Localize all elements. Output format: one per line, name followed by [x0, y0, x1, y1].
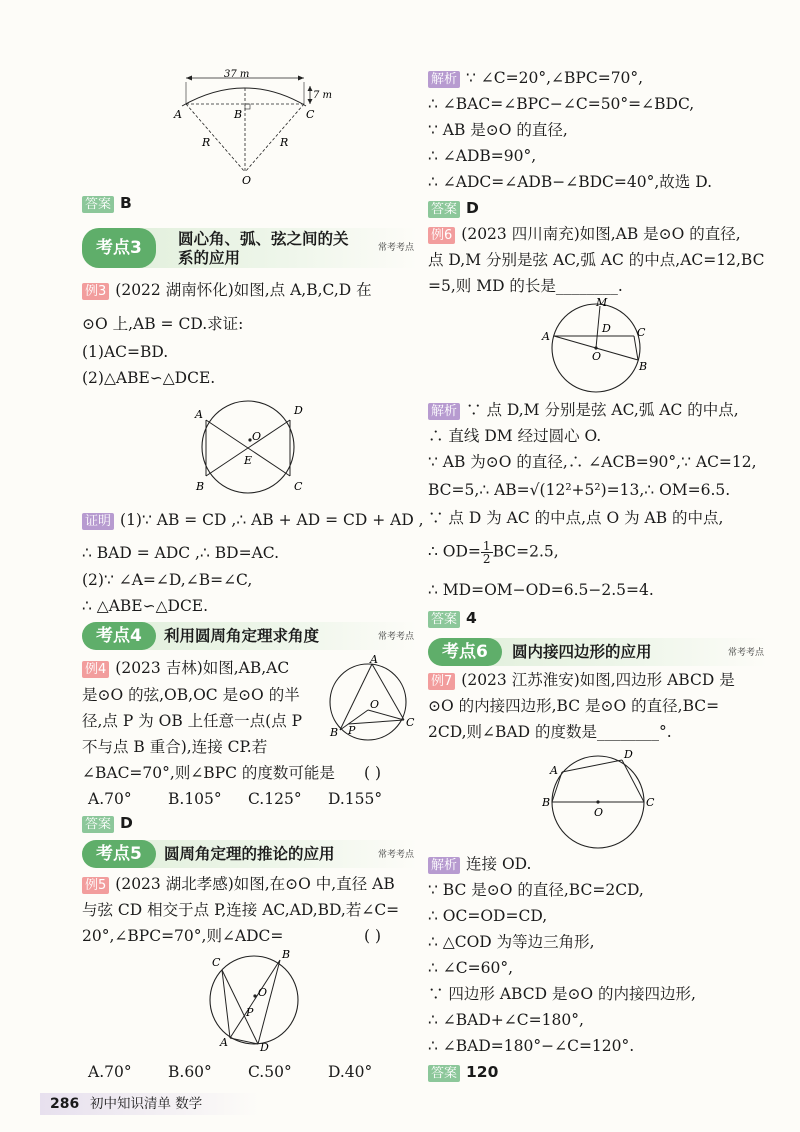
figure-arch-bridge [172, 68, 412, 186]
svg-text:C: C [306, 108, 315, 121]
fig-width-label: 37 m [224, 69, 250, 80]
svg-text:B: B [330, 726, 339, 739]
ex7-l1: 例7 (2023 江苏淮安)如图,四边形 ABCD 是 [428, 670, 735, 690]
ex5-answer: 答案 D [428, 198, 479, 218]
answer-top: 答案 B [82, 193, 132, 213]
svg-text:B: B [282, 948, 291, 961]
ex5-answer-paren: ( ) [364, 927, 382, 945]
svg-text:O: O [594, 806, 604, 819]
ex5-solution-l1: 解析 ∵ ∠C=20°,∠BPC=70°, [428, 68, 643, 88]
svg-text:D: D [624, 748, 633, 761]
kd3-badge: 考点3 [82, 228, 156, 268]
ex4-l1: 例4 (2023 吉林)如图,AB,AC [82, 658, 289, 678]
figure-ex5-circle [202, 948, 312, 1052]
svg-text:C: C [294, 480, 303, 493]
page-footer [40, 1093, 260, 1115]
figure-ex4-circle [318, 654, 418, 744]
section-header-kd6: 考点6 圆内接四边形的应用 常考考点 [428, 638, 768, 666]
ex6-solution-l6: ∴ OD= $\frac{1}{2}$ BC=2.5, [428, 539, 559, 566]
ex6-answer: 答案 4 [428, 608, 477, 628]
ex7-answer: 答案 120 [428, 1062, 498, 1082]
svg-text:C: C [646, 796, 655, 809]
figure-ex3-circle [186, 400, 316, 496]
figure-ex7-circle [542, 746, 656, 852]
svg-text:B: B [196, 480, 205, 493]
svg-text:C: C [212, 956, 221, 969]
page-number: 286 [50, 1096, 80, 1112]
section-header-kd3: 考点3 圆心角、弧、弦之间的关 系的应用 常考考点 [82, 228, 418, 268]
kd6-badge: 考点6 [428, 638, 502, 666]
svg-text:B: B [234, 108, 243, 121]
ex4-answer-paren: ( ) [364, 764, 382, 782]
figure-ex6-circle [540, 298, 650, 398]
fig-height-label: 7 m [313, 90, 333, 101]
svg-text:C: C [637, 326, 646, 339]
svg-text:O: O [592, 350, 602, 363]
book-title: 初中知识清单 数学 [90, 1096, 203, 1112]
svg-text:A: A [542, 330, 550, 343]
svg-text:C: C [406, 716, 415, 729]
section-header-kd5: 考点5 圆周角定理的推论的应用 常考考点 [82, 840, 418, 868]
svg-text:O: O [242, 174, 252, 186]
ex4-answer: 答案 D [82, 813, 133, 833]
svg-text:R: R [280, 136, 289, 149]
svg-text:P: P [348, 724, 356, 737]
svg-text:E: E [244, 454, 253, 467]
svg-text:B: B [639, 360, 648, 373]
svg-text:B: B [542, 796, 551, 809]
svg-text:A: A [220, 1036, 228, 1049]
ex6-solution-l1: 解析 ∵ 点 D,M 分别是弦 AC,弧 AC 的中点, [428, 400, 739, 420]
kd5-badge: 考点5 [82, 840, 156, 868]
ex5-l1: 例5 (2023 湖北孝感)如图,在⊙O 中,直径 AB [82, 874, 395, 894]
svg-text:A: A [174, 108, 182, 121]
svg-text:A: A [195, 408, 203, 421]
svg-text:A: A [370, 654, 378, 666]
svg-text:D: D [294, 404, 303, 417]
svg-text:M: M [596, 298, 608, 309]
ex3-l1: 例3 (2022 湖南怀化)如图,点 A,B,C,D 在 [82, 280, 372, 300]
svg-text:D: D [260, 1041, 269, 1052]
svg-text:O: O [258, 986, 268, 999]
svg-text:O: O [252, 430, 262, 443]
ex3-proof-l1: 证明 (1)∵ AB = CD ,∴ AB + AD = CD + AD , [82, 510, 424, 530]
ex6-l1: 例6 (2023 四川南充)如图,AB 是⊙O 的直径, [428, 224, 741, 244]
svg-text:A: A [550, 764, 558, 777]
section-header-kd4: 考点4 利用圆周角定理求角度 常考考点 [82, 622, 418, 650]
svg-text:D: D [602, 322, 611, 335]
svg-text:R: R [202, 136, 211, 149]
ex7-solution-l1: 解析 连接 OD. [428, 854, 531, 874]
svg-text:O: O [370, 698, 380, 711]
kd4-badge: 考点4 [82, 622, 156, 650]
svg-text:P: P [246, 1006, 254, 1019]
